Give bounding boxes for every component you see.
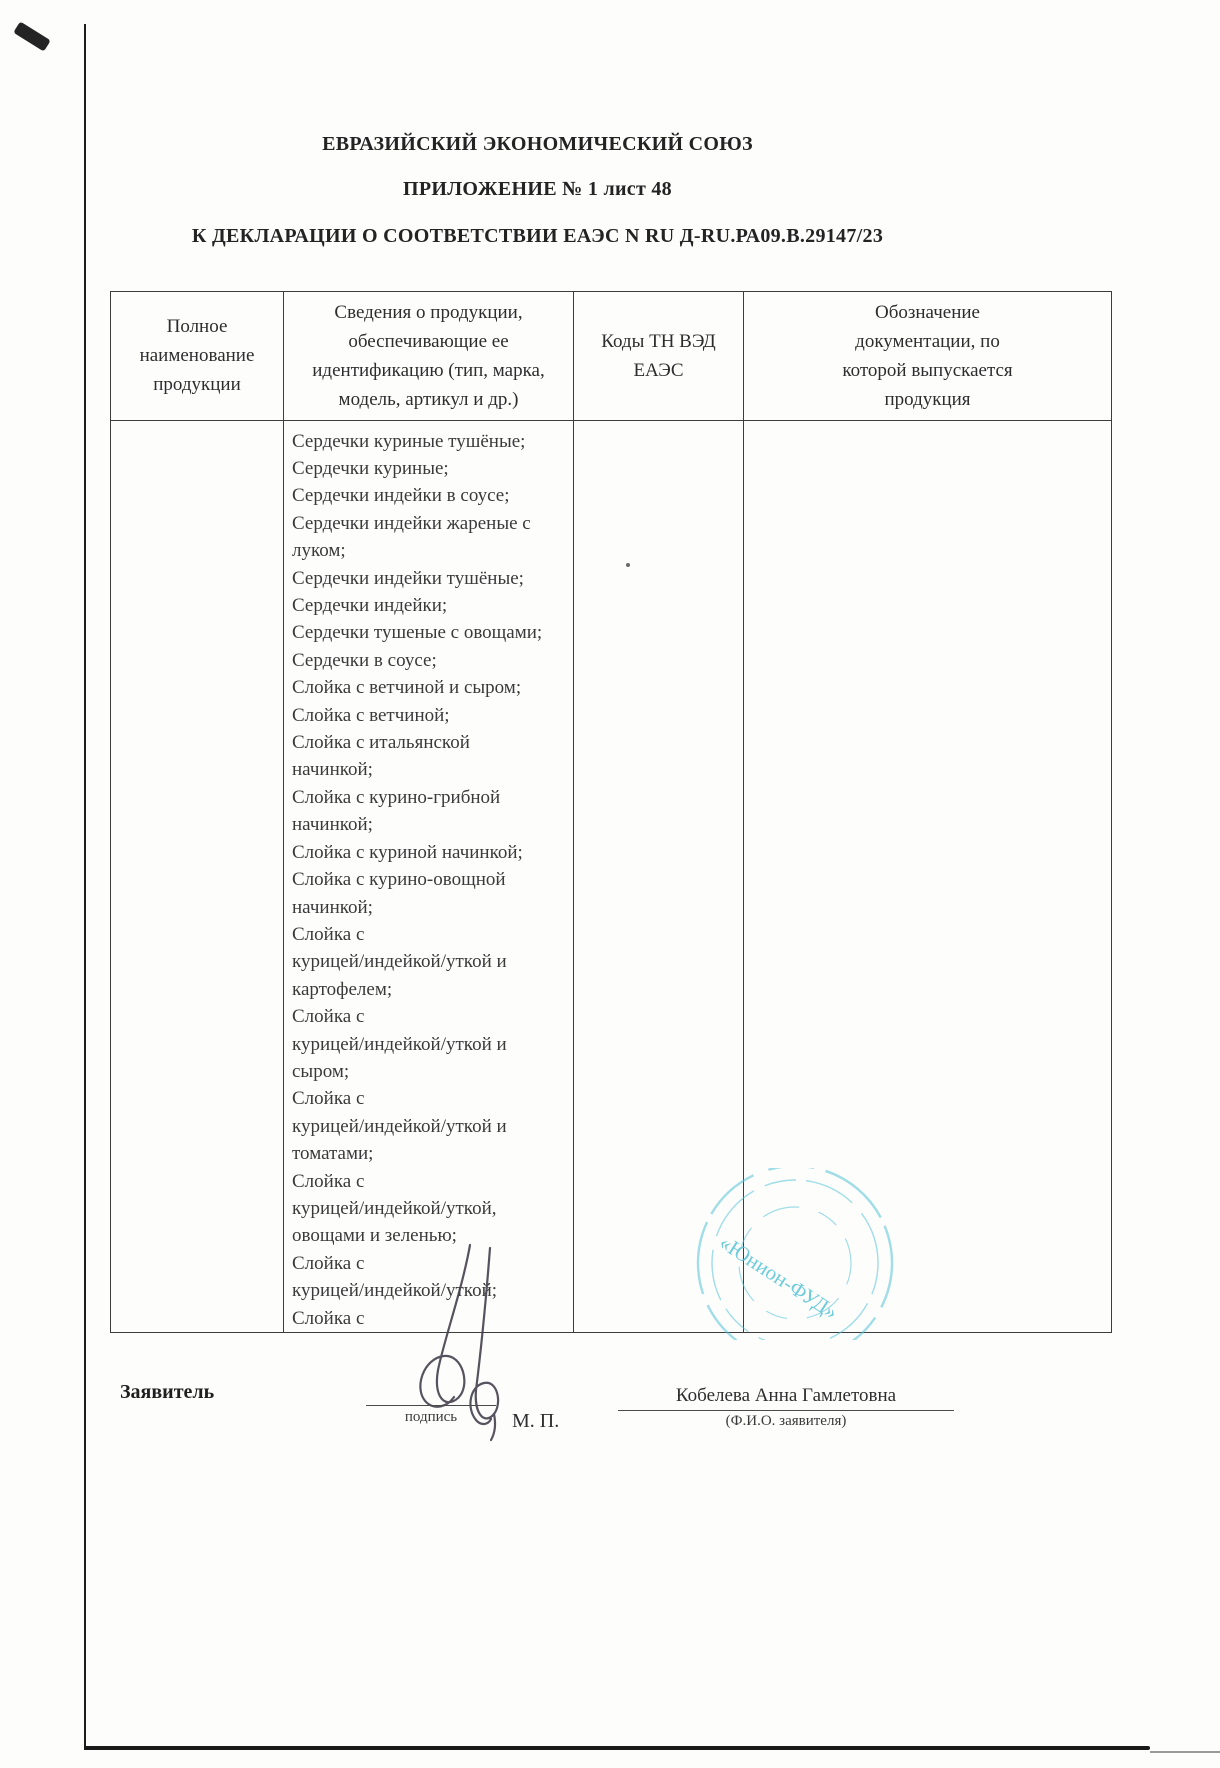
- product-line: Сердечки индейки тушёные;: [292, 567, 524, 589]
- product-line: Сердечки индейки;: [292, 595, 448, 617]
- product-line: Слойка с курино-грибной: [292, 786, 501, 808]
- product-identification-list: [284, 421, 574, 1332]
- declaration-products-table: [110, 291, 1112, 1333]
- cell-product-name-empty: [111, 421, 284, 1332]
- header-line: продукции: [153, 374, 241, 396]
- product-line: Слойка с курино-овощной: [292, 869, 506, 891]
- product-line: Слойка с: [292, 1088, 365, 1110]
- product-line: Слойка с: [292, 1307, 365, 1329]
- applicant-name: Кобелева Анна Гамлетовна: [618, 1385, 954, 1411]
- applicant-label: Заявитель: [120, 1381, 215, 1403]
- product-line: начинкой;: [292, 896, 373, 918]
- company-round-stamp: [678, 1168, 913, 1340]
- product-line: начинкой;: [292, 814, 373, 836]
- header-line: идентификацию (тип, марка,: [312, 359, 545, 381]
- stamp-company-name: «Юнион-ФУД»: [715, 1230, 843, 1325]
- header-line: документации, по: [855, 330, 1000, 352]
- product-line: Сердечки в соусе;: [292, 649, 437, 671]
- product-line: Слойка с итальянской: [292, 732, 470, 754]
- product-line: Сердечки куриные тушёные;: [292, 430, 526, 452]
- header-line: модель, артикул и др.): [338, 388, 519, 410]
- product-line: начинкой;: [292, 759, 373, 781]
- header-line: обеспечивающие ее: [348, 330, 509, 352]
- product-line: курицей/индейкой/уткой,: [292, 1197, 497, 1219]
- product-line: Слойка с: [292, 1252, 365, 1274]
- header-line: наименование: [139, 345, 255, 367]
- document-title: ЕВРАЗИЙСКИЙ ЭКОНОМИЧЕСКИЙ СОЮЗ: [322, 133, 753, 155]
- product-line: томатами;: [292, 1143, 374, 1165]
- scan-bottom-edge-line: [84, 1746, 1150, 1750]
- product-line: овощами и зеленью;: [292, 1225, 457, 1247]
- header-line: продукция: [884, 388, 971, 410]
- product-line: Слойка с: [292, 1170, 365, 1192]
- header-documentation: [744, 292, 1111, 420]
- product-line: Слойка с куриной начинкой;: [292, 841, 523, 863]
- header-line: Полное: [166, 316, 228, 338]
- scan-bottom-edge-line-light: [1150, 1751, 1220, 1753]
- header-line: Коды ТН ВЭД: [601, 330, 716, 352]
- applicant-name-block: [618, 1385, 954, 1430]
- declaration-number-line: К ДЕКЛАРАЦИИ О СООТВЕТСТВИИ ЕАЭС N RU Д-RU.РА09.В.29147/23: [191, 225, 884, 247]
- seal-placeholder: М. П.: [512, 1410, 560, 1432]
- scan-corner-mark: [13, 21, 50, 51]
- product-line: Сердечки куриные;: [292, 458, 449, 479]
- product-line: курицей/индейкой/уткой и: [292, 1115, 507, 1137]
- header-line: Сведения о продукции,: [334, 301, 523, 323]
- signature-caption: подпись: [404, 1409, 458, 1425]
- applicant-name-caption: (Ф.И.О. заявителя): [725, 1413, 847, 1429]
- header-line: которой выпускается: [842, 359, 1013, 381]
- product-line: курицей/индейкой/уткой и: [292, 1033, 507, 1055]
- table-header-row: [111, 292, 1111, 421]
- product-line: курицей/индейкой/уткой и: [292, 951, 507, 973]
- product-line: Сердечки тушеные с овощами;: [292, 622, 543, 644]
- scan-left-edge-line: [84, 24, 86, 1750]
- product-line: Сердечки индейки в соусе;: [292, 485, 510, 507]
- header-product-name: [111, 292, 284, 420]
- product-line: картофелем;: [292, 978, 393, 1000]
- table-body-row: [111, 421, 1111, 1332]
- signature-stroke: [470, 1248, 498, 1424]
- header-hs-codes: [574, 292, 744, 420]
- product-line: Слойка с ветчиной;: [292, 704, 450, 726]
- product-line: Слойка с ветчиной и сыром;: [292, 677, 522, 699]
- signature-stroke: [420, 1245, 470, 1407]
- product-line: сыром;: [292, 1060, 350, 1082]
- product-line: курицей/индейкой/уткой;: [292, 1280, 498, 1302]
- product-line: луком;: [292, 540, 346, 562]
- product-line: Слойка с: [292, 1006, 365, 1028]
- header-identification-info: [284, 292, 574, 420]
- signature-line-block: [366, 1405, 496, 1426]
- product-line: Сердечки индейки жареные с: [292, 512, 531, 534]
- header-line: Обозначение: [875, 301, 980, 323]
- header-line: ЕАЭС: [633, 359, 684, 381]
- product-line: Слойка с: [292, 923, 365, 945]
- appendix-subtitle: ПРИЛОЖЕНИЕ № 1 лист 48: [402, 178, 672, 200]
